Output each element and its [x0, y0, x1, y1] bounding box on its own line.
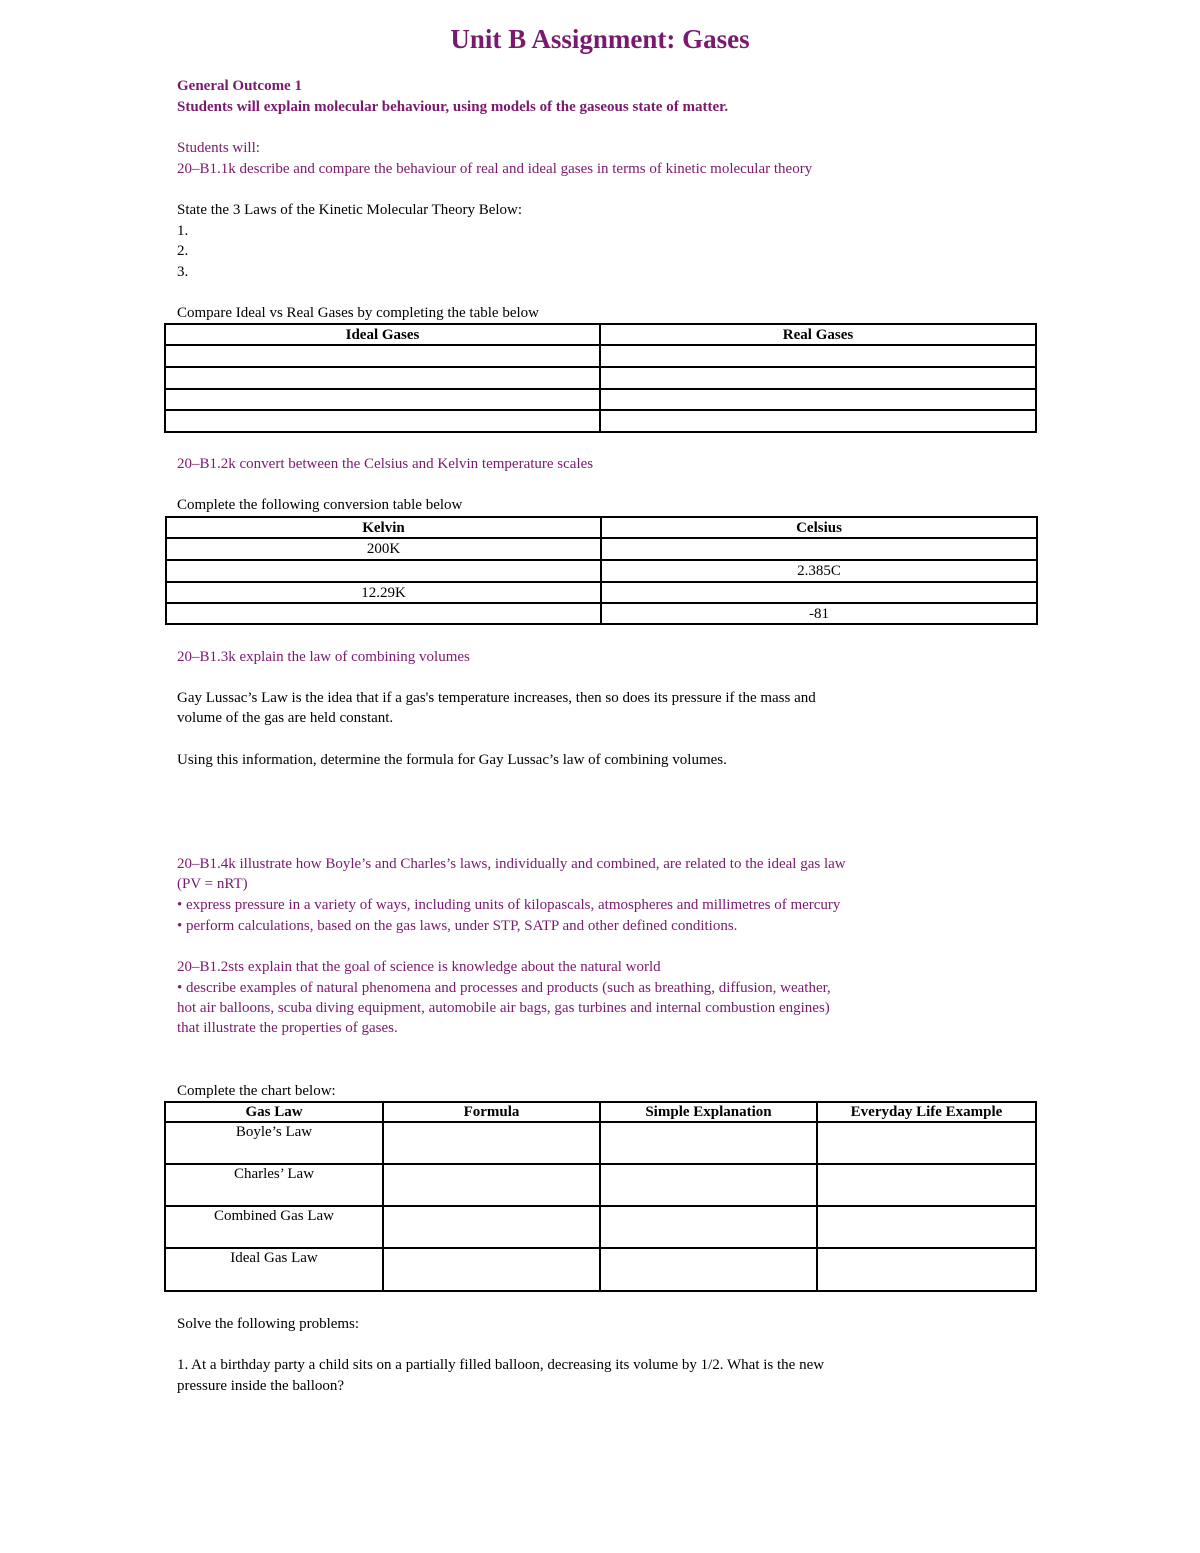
example-cell[interactable] — [817, 1122, 1036, 1164]
explanation-cell[interactable] — [600, 1122, 817, 1164]
gas-law-name: Charles’ Law — [233, 1166, 315, 1182]
ideal-real-table — [164, 323, 1037, 433]
ideal-real-prompt: Compare Ideal vs Real Gases by completing the table below — [177, 305, 539, 321]
students-will-label: Students will: — [177, 140, 260, 156]
header-simple-explanation: Simple Explanation — [600, 1102, 817, 1122]
celsius-cell[interactable] — [601, 582, 1037, 603]
header-gas-law: Gas Law — [165, 1102, 383, 1122]
example-cell[interactable] — [817, 1248, 1036, 1291]
real-cell[interactable] — [600, 367, 1036, 389]
explanation-cell[interactable] — [600, 1248, 817, 1291]
real-cell[interactable] — [600, 345, 1036, 367]
gay-lussac-paragraph-line2: volume of the gas are held constant. — [177, 710, 394, 726]
gas-law-name: Ideal Gas Law — [230, 1250, 318, 1266]
kmt-item-2: 2. — [177, 243, 189, 259]
gas-law-name-cell — [165, 1206, 383, 1248]
celsius-cell[interactable] — [601, 538, 1037, 560]
celsius-value: 2.385C — [797, 563, 841, 579]
kelvin-cell[interactable] — [166, 560, 601, 582]
chart-prompt: Complete the chart below: — [177, 1083, 336, 1099]
objective-b12sts-line3: hot air balloons, scuba diving equipment, automobile air bags, gas turbines and internal combustion engines) — [177, 1000, 830, 1016]
kelvin-cell[interactable] — [166, 603, 601, 624]
gas-law-chart — [164, 1101, 1037, 1292]
objective-b12sts-line2: • describe examples of natural phenomena and processes and products (such as breathing, diffusion, weather, — [177, 980, 831, 996]
kmt-prompt: State the 3 Laws of the Kinetic Molecular Theory Below: — [177, 202, 523, 218]
gas-law-name: Combined Gas Law — [214, 1208, 334, 1224]
outcome-label: General Outcome 1 — [177, 78, 302, 94]
objective-b14k-bullet1: • express pressure in a variety of ways, including units of kilopascals, atmospheres and millimetres of mercury — [177, 897, 841, 913]
objective-b12sts-line1: 20–B1.2sts explain that the goal of science is knowledge about the natural world — [177, 959, 661, 975]
conversion-table — [165, 516, 1038, 625]
gay-lussac-instruction: Using this information, determine the formula for Gay Lussac’s law of combining volumes. — [177, 752, 727, 768]
objective-b12sts-line4: that illustrate the properties of gases. — [177, 1020, 398, 1036]
ideal-cell[interactable] — [165, 410, 600, 432]
outcome-statement: Students will explain molecular behaviour, using models of the gaseous state of matter. — [177, 99, 729, 115]
gay-lussac-paragraph-line1: Gay Lussac’s Law is the idea that if a gas's temperature increases, then so does its pressure if the mass and — [177, 690, 816, 706]
explanation-cell[interactable] — [600, 1206, 817, 1248]
header-everyday-example: Everyday Life Example — [817, 1102, 1036, 1122]
real-cell[interactable] — [600, 410, 1036, 432]
celsius-value: -81 — [809, 605, 829, 622]
header-real-gases: Real Gases — [600, 324, 1036, 345]
celsius-cell[interactable] — [601, 560, 1037, 582]
gas-law-name-cell — [165, 1248, 383, 1291]
gas-law-name-cell — [165, 1164, 383, 1206]
example-cell[interactable] — [817, 1164, 1036, 1206]
example-cell[interactable] — [817, 1206, 1036, 1248]
kelvin-cell[interactable] — [166, 538, 601, 560]
kmt-item-1: 1. — [177, 223, 189, 239]
problem-1-line1: 1. At a birthday party a child sits on a partially filled balloon, decreasing its volume by 1/2. What is the new — [177, 1357, 825, 1373]
ideal-cell[interactable] — [165, 389, 600, 410]
kmt-item-3: 3. — [177, 264, 189, 280]
real-cell[interactable] — [600, 389, 1036, 410]
objective-b14k-line1: 20–B1.4k illustrate how Boyle’s and Charles’s laws, individually and combined, are related to the ideal gas law — [177, 856, 846, 872]
header-formula: Formula — [383, 1102, 600, 1122]
formula-cell[interactable] — [383, 1206, 600, 1248]
ideal-cell[interactable] — [165, 345, 600, 367]
explanation-cell[interactable] — [600, 1164, 817, 1206]
problems-heading: Solve the following problems: — [177, 1316, 360, 1332]
objective-b11k: 20–B1.1k describe and compare the behaviour of real and ideal gases in terms of kinetic molecular theory — [177, 161, 813, 177]
objective-b14k-line2: (PV = nRT) — [177, 876, 248, 892]
formula-cell[interactable] — [383, 1122, 600, 1164]
problem-1-line2: pressure inside the balloon? — [177, 1378, 345, 1394]
gas-law-name-cell — [165, 1122, 383, 1164]
kelvin-cell[interactable] — [166, 582, 601, 603]
ideal-cell[interactable] — [165, 367, 600, 389]
header-ideal-gases: Ideal Gases — [165, 324, 600, 345]
objective-b14k-bullet2: • perform calculations, based on the gas laws, under STP, SATP and other defined conditions. — [177, 918, 738, 934]
kelvin-value: 12.29K — [361, 584, 406, 601]
formula-cell[interactable] — [383, 1248, 600, 1291]
gas-law-name: Boyle’s Law — [235, 1124, 313, 1140]
celsius-cell[interactable] — [601, 603, 1037, 624]
conversion-prompt: Complete the following conversion table below — [177, 497, 463, 513]
objective-b13k: 20–B1.3k explain the law of combining volumes — [177, 649, 470, 665]
formula-cell[interactable] — [383, 1164, 600, 1206]
header-celsius: Celsius — [601, 517, 1037, 538]
objective-b12k: 20–B1.2k convert between the Celsius and Kelvin temperature scales — [177, 456, 594, 472]
kelvin-value: 200K — [366, 541, 401, 557]
page-title: Unit B Assignment: Gases — [450, 24, 750, 54]
header-kelvin: Kelvin — [166, 517, 601, 538]
